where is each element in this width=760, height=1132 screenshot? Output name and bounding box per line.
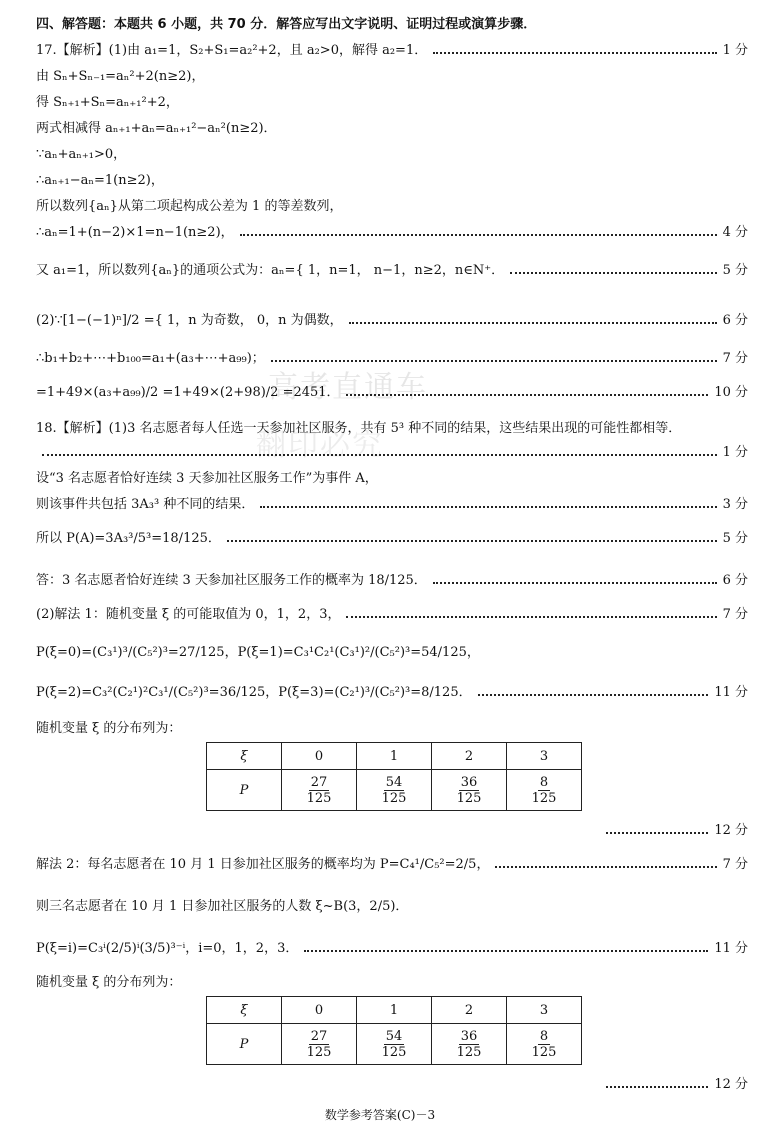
table-cell-p xyxy=(507,1024,582,1065)
leader-dots xyxy=(606,1076,708,1088)
table-header-p: P xyxy=(207,1024,282,1065)
leader-dots xyxy=(510,262,717,274)
q18-line-5-text: 答：3 名志愿者恰好连续 3 天参加社区服务工作的概率为 18/125． xyxy=(36,572,427,588)
fraction-numerator: 8 xyxy=(539,1028,549,1044)
table-cell-p xyxy=(282,770,357,811)
q17-line-6 xyxy=(36,168,748,188)
points-label: 11 分 xyxy=(714,684,748,700)
q17-line-10 xyxy=(36,308,748,328)
fraction-numerator: 54 xyxy=(385,1028,403,1044)
fraction-denominator: 125 xyxy=(456,790,482,806)
leader-dots xyxy=(240,224,717,236)
section-heading xyxy=(36,12,748,32)
q18-line-8 xyxy=(36,680,748,700)
table-header-xi: ξ xyxy=(207,997,282,1024)
distribution-table-1 xyxy=(206,742,582,811)
points-label: 5 分 xyxy=(722,530,748,546)
points-label: 7 分 xyxy=(722,606,748,622)
q18-line-1-text: 18.【解析】(1)3 名志愿者每人任选一天参加社区服务，共有 5³ 种不同的结果，这些结果出现的可能性都相等． xyxy=(36,420,682,436)
q18-table1-points xyxy=(600,818,748,838)
q18-line-1 xyxy=(36,416,748,436)
leader-dots xyxy=(346,606,716,618)
points-label: 1 分 xyxy=(722,444,748,460)
leader-dots xyxy=(346,384,709,396)
points-label: 1 分 xyxy=(722,42,748,58)
table-cell-xi: 1 xyxy=(357,997,432,1024)
q17-line-3-text: 得 Sₙ₊₁+Sₙ=aₙ₊₁²+2， xyxy=(36,94,179,110)
fraction-numerator: 36 xyxy=(460,774,478,790)
fraction-denominator: 125 xyxy=(306,1044,332,1060)
fraction-numerator: 54 xyxy=(385,774,403,790)
q18-line-12-text: 则三名志愿者在 10 月 1 日参加社区服务的人数 ξ~B(3，2/5)． xyxy=(36,898,409,914)
q18-line-2 xyxy=(36,466,748,486)
q18-line-7 xyxy=(36,640,748,660)
leader-dots xyxy=(42,444,717,456)
q18-line-14-text: 随机变量 ξ 的分布列为： xyxy=(36,974,182,990)
q18-line-11 xyxy=(36,852,748,872)
leader-dots xyxy=(304,940,708,952)
q17-line-2-text: 由 Sₙ+Sₙ₋₁=aₙ²+2(n≥2)， xyxy=(36,68,205,84)
watermark-text: 高考直通车 xyxy=(268,370,428,405)
q18-line-4-text: 所以 P(A)=3A₃³/5³=18/125． xyxy=(36,530,221,546)
q17-line-9 xyxy=(36,258,748,278)
q17-line-12 xyxy=(36,380,748,400)
table-cell-p xyxy=(507,770,582,811)
distribution-table-2 xyxy=(206,996,582,1065)
fraction-denominator: 125 xyxy=(531,1044,557,1060)
q18-line-3-text: 则该事件共包括 3A₃³ 种不同的结果． xyxy=(36,496,255,512)
q17-line-11 xyxy=(36,346,748,366)
q18-line-7-text: P(ξ=0)=(C₃¹)³/(C₅²)³=27/125，P(ξ=1)=C₃¹C₂¹(C₃¹)²/(C₅²)³=54/125， xyxy=(36,644,480,660)
table-cell-p xyxy=(357,1024,432,1065)
leader-dots xyxy=(349,312,717,324)
points-label: 6 分 xyxy=(722,312,748,328)
fraction-numerator: 27 xyxy=(310,774,328,790)
points-label: 5 分 xyxy=(722,262,748,278)
q18-line-9-text: 随机变量 ξ 的分布列为： xyxy=(36,720,182,736)
q17-line-7-text: 所以数列{aₙ}从第二项起构成公差为 1 的等差数列， xyxy=(36,198,343,214)
q17-line-10-text: (2)∵[1−(−1)ⁿ]/2 ={ 1，n 为奇数， 0，n 为偶数， xyxy=(36,312,343,328)
q17-line-1-text: 17.【解析】(1)由 a₁=1，S₂+S₁=a₂²+2，且 a₂>0，解得 a₂=1． xyxy=(36,42,428,58)
leader-dots xyxy=(227,530,717,542)
section-heading-text: 四、解答题：本题共 6 小题，共 70 分．解答应写出文字说明、证明过程或演算步骤． xyxy=(36,16,537,32)
points-label: 11 分 xyxy=(714,940,748,956)
leader-dots xyxy=(433,42,716,54)
leader-dots xyxy=(478,684,709,696)
q18-line-2-text: 设“3 名志愿者恰好连续 3 天参加社区服务工作”为事件 A， xyxy=(36,470,378,486)
table-header-p: P xyxy=(207,770,282,811)
leader-dots xyxy=(260,496,716,508)
fraction-denominator: 125 xyxy=(456,1044,482,1060)
q18-line-8-text: P(ξ=2)=C₃²(C₂¹)²C₃¹/(C₅²)³=36/125，P(ξ=3)=(C₂¹)³/(C₅²)³=8/125． xyxy=(36,684,472,700)
table-cell-p xyxy=(357,770,432,811)
q18-line-9 xyxy=(36,716,748,736)
q17-line-3 xyxy=(36,90,748,110)
table-cell-xi: 3 xyxy=(507,743,582,770)
q17-line-7 xyxy=(36,194,748,214)
fraction-denominator: 125 xyxy=(381,790,407,806)
q18-line-1-points xyxy=(36,440,748,460)
fraction-denominator: 125 xyxy=(531,790,557,806)
table-cell-p xyxy=(432,770,507,811)
q18-line-13 xyxy=(36,936,748,956)
q17-line-2 xyxy=(36,64,748,84)
q18-line-5 xyxy=(36,568,748,588)
q17-line-12-text: =1+49×(a₃+a₉₉)/2 =1+49×(2+98)/2 =2451． xyxy=(36,384,340,400)
points-label: 4 分 xyxy=(722,224,748,240)
q18-line-6 xyxy=(36,602,748,622)
table-cell-xi: 0 xyxy=(282,997,357,1024)
q17-line-8-text: ∴aₙ=1+(n−2)×1=n−1(n≥2)， xyxy=(36,224,234,240)
q17-line-5 xyxy=(36,142,748,162)
leader-dots xyxy=(606,822,708,834)
points-label: 12 分 xyxy=(714,1076,748,1092)
q17-line-9-text: 又 a₁=1，所以数列{aₙ}的通项公式为：aₙ={ 1，n=1， n−1，n≥2，n∈N⁺． xyxy=(36,262,505,278)
q17-line-1 xyxy=(36,38,748,58)
points-label: 10 分 xyxy=(714,384,748,400)
q18-line-6-text: (2)解法 1：随机变量 ξ 的可能取值为 0，1，2，3， xyxy=(36,606,341,622)
table-cell-xi: 2 xyxy=(432,743,507,770)
q17-line-5-text: ∵aₙ+aₙ₊₁>0， xyxy=(36,146,127,162)
fraction-denominator: 125 xyxy=(381,1044,407,1060)
table-cell-xi: 1 xyxy=(357,743,432,770)
page-footer: 数学参考答案(C)－3 xyxy=(324,1108,436,1122)
table-cell-p xyxy=(282,1024,357,1065)
fraction-numerator: 36 xyxy=(460,1028,478,1044)
q18-line-12 xyxy=(36,894,748,914)
points-label: 3 分 xyxy=(722,496,748,512)
q18-line-14 xyxy=(36,970,748,990)
watermark-text-2: 翻印必究 xyxy=(256,428,384,463)
q17-line-6-text: ∴aₙ₊₁−aₙ=1(n≥2)， xyxy=(36,172,164,188)
leader-dots xyxy=(271,350,717,362)
q17-line-4 xyxy=(36,116,748,136)
q18-line-11-text: 解法 2：每名志愿者在 10 月 1 日参加社区服务的概率均为 P=C₄¹/C₅²=2/5， xyxy=(36,856,490,872)
q18-line-13-text: P(ξ=i)=C₃ⁱ(2/5)ⁱ(3/5)³⁻ⁱ，i=0，1，2，3． xyxy=(36,940,299,956)
fraction-numerator: 8 xyxy=(539,774,549,790)
table-cell-p xyxy=(432,1024,507,1065)
points-label: 12 分 xyxy=(714,822,748,838)
points-label: 7 分 xyxy=(722,350,748,366)
fraction-denominator: 125 xyxy=(306,790,332,806)
q17-line-11-text: ∴b₁+b₂+⋯+b₁₀₀=a₁+(a₃+⋯+a₉₉)； xyxy=(36,350,265,366)
table-cell-xi: 3 xyxy=(507,997,582,1024)
leader-dots xyxy=(495,856,716,868)
q18-line-4 xyxy=(36,526,748,546)
q18-table2-points xyxy=(600,1072,748,1092)
q18-line-3 xyxy=(36,492,748,512)
table-cell-xi: 0 xyxy=(282,743,357,770)
points-label: 6 分 xyxy=(722,572,748,588)
points-label: 7 分 xyxy=(722,856,748,872)
table-header-xi: ξ xyxy=(207,743,282,770)
q17-line-8 xyxy=(36,220,748,240)
fraction-numerator: 27 xyxy=(310,1028,328,1044)
table-cell-xi: 2 xyxy=(432,997,507,1024)
q17-line-4-text: 两式相减得 aₙ₊₁+aₙ=aₙ₊₁²−aₙ²(n≥2)． xyxy=(36,120,277,136)
leader-dots xyxy=(433,572,717,584)
